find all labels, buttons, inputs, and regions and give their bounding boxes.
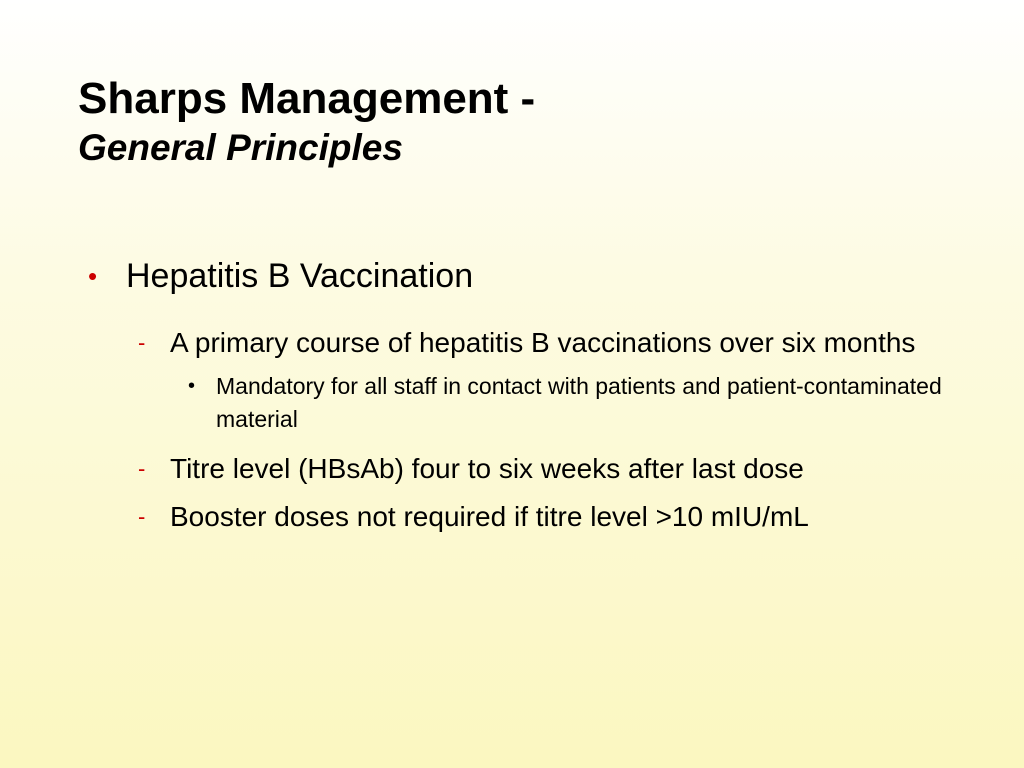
subsubitem-text: Mandatory for all staff in contact with patients and patient-contaminated material xyxy=(216,373,942,432)
subitem-titre-level xyxy=(138,448,944,490)
slide-content xyxy=(82,252,944,544)
subitem-text: Booster doses not required if titre level >10 mIU/mL xyxy=(170,501,809,532)
slide-title xyxy=(78,72,535,170)
subitem-primary-course xyxy=(138,322,944,364)
dash-icon: - xyxy=(138,330,146,355)
bullet-text: Hepatitis B Vaccination xyxy=(126,257,474,295)
subsubitem-mandatory xyxy=(188,370,944,436)
subitem-text: Titre level (HBsAb) four to six weeks after last dose xyxy=(170,453,804,484)
dash-icon: - xyxy=(138,504,146,529)
subitem-booster-doses xyxy=(138,496,944,538)
bullet-icon: • xyxy=(88,261,98,291)
title-main: Sharps Management - xyxy=(78,74,536,123)
dash-icon: - xyxy=(138,456,146,481)
bullet-hepatitis-b-vaccination xyxy=(82,252,944,300)
bullet-icon: • xyxy=(188,375,196,397)
subitem-text: A primary course of hepatitis B vaccinations over six months xyxy=(170,327,916,358)
title-subtitle: General Principles xyxy=(78,127,403,168)
